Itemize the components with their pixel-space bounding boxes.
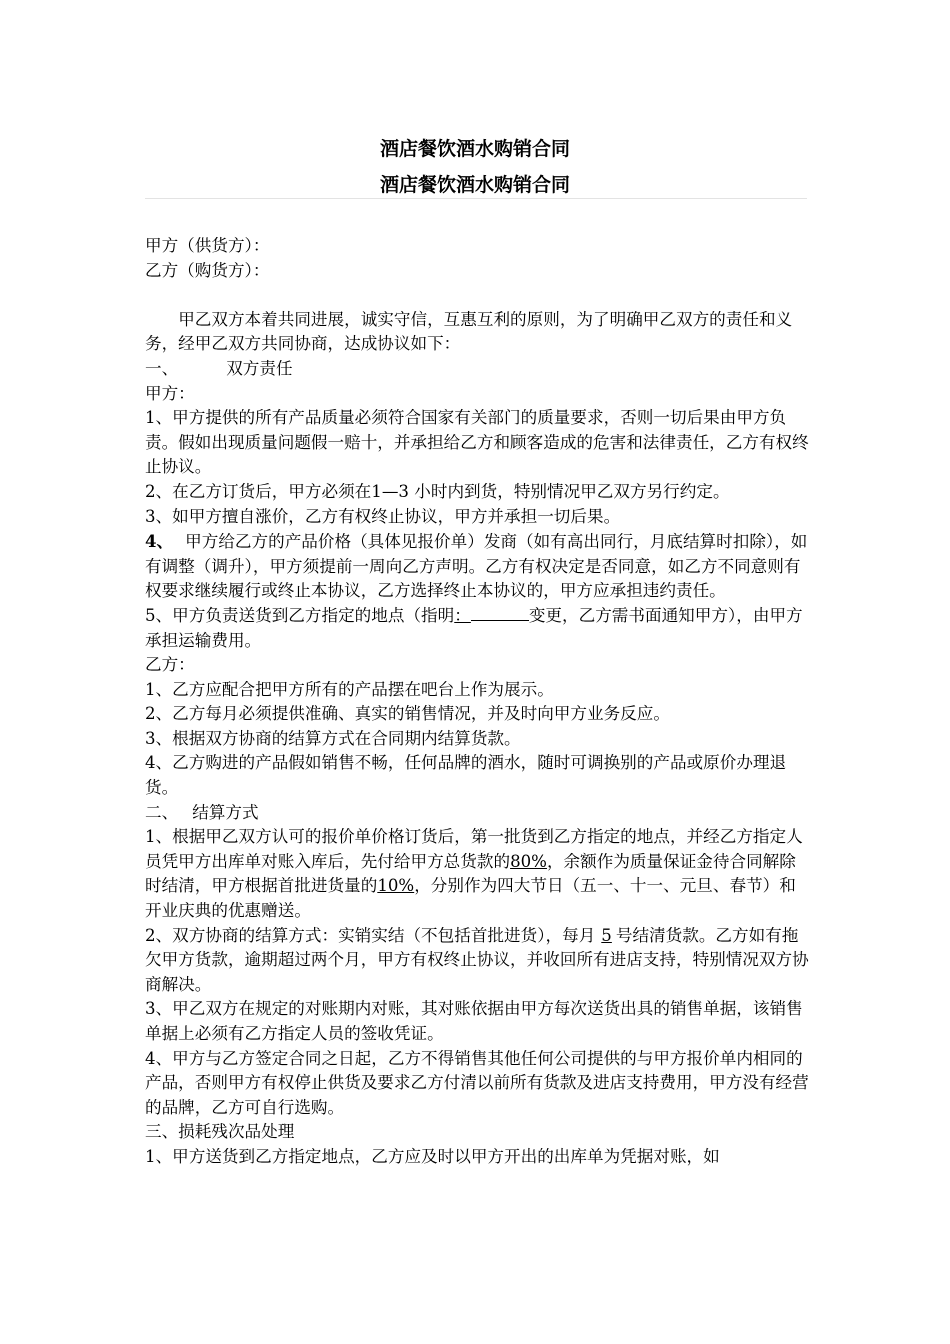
section-title: 结算方式 (192, 802, 259, 822)
clause-number: 4、 (145, 531, 174, 552)
clause-a3: 3、如甲方擅自涨价，乙方有权终止协议，甲方并承担一切后果。 (145, 506, 621, 526)
party-b-label: 乙方： (145, 655, 195, 675)
clause-b1: 1、乙方应配合把甲方所有的产品摆在吧台上作为展示。 (145, 679, 554, 699)
blank-line (471, 606, 529, 621)
intro-paragraph: 甲乙双方本着共同进展，诚实守信，互惠互利的原则，为了明确甲乙双方的责任和义务，经甲乙双方共同协商，达成协议如下： (145, 309, 793, 354)
clause-text: 变更，乙方需书面通知甲方），由甲方承担运输费用。 (145, 605, 803, 650)
document-subtitle: 酒店餐饮酒水购销合同 (379, 174, 570, 196)
section-number: 二、 (145, 802, 179, 822)
percent-value: 10% (377, 876, 415, 896)
clause-a4 (145, 529, 809, 604)
clause-colon: ： (454, 605, 471, 625)
title-divider (145, 198, 807, 199)
clause-text: 甲方给乙方的产品价格（具体见报价单）发商（如有高出同行，月底结算时扣除），如有调整（调升），甲方须提前一周向乙方声明。乙方有权决定是否同意，如乙方不同意则有权要求继续履行或终止本协议，乙方选择终止本协议的，甲方应承担违约责任。 (145, 532, 808, 601)
clause-text: 1、根据甲乙双方认可的报价单价格订货后，第一批货到乙方指定的地点，并经乙方指定人员凭甲方出库单对账入库后，先付给甲方总货款的 (145, 827, 803, 871)
section-title: 双方责任 (226, 358, 293, 378)
contract-body (145, 234, 809, 1170)
settlement-clause-3: 3、甲乙双方在规定的对账期内对账，其对账依据由甲方每次送货出具的销售单据，该销售单据上必须有乙方指定人员的签收凭证。 (145, 999, 803, 1043)
clause-b3: 3、根据双方协商的结算方式在合同期内结算货款。 (145, 728, 521, 748)
settlement-clause-4: 4、甲方与乙方签定合同之日起，乙方不得销售其他任何公司提供的与甲方报价单内相同的产品，否则甲方有权停止供货及要求乙方付清以前所有货款及进店支持费用，甲方没有经营的品牌，乙方可自行选购。 (145, 1048, 809, 1117)
document-title: 酒店餐饮酒水购销合同 (379, 138, 570, 160)
percent-value: 80% (510, 851, 547, 871)
clause-a2: 2、在乙方订货后，甲方必须在1—3 小时内到货，特别情况甲乙双方另行约定。 (145, 481, 730, 501)
clause-a1: 1、甲方提供的所有产品质量必须符合国家有关部门的质量要求，否则一切后果由甲方负责。假如出现质量问题假一赔十，并承担给乙方和顾客造成的危害和法律责任，乙方有权终止协议。 (145, 408, 809, 477)
clause-text: 5、甲方负责送货到乙方指定的地点（指明 (145, 605, 455, 625)
party-a-label: 甲方： (145, 383, 195, 403)
party-b-line: 乙方（购货方）： (145, 260, 270, 280)
section-number: 一、 (145, 358, 179, 378)
defects-clause-1: 1、甲方送货到乙方指定地点，乙方应及时以甲方开出的出库单为凭据对账，如 (145, 1146, 720, 1166)
clause-text: ，分别作为四大节日（五一、十一、元旦、春节）和开业庆典的优惠赠送。 (145, 876, 796, 921)
settlement-clause-1 (145, 825, 809, 923)
section-heading-settlement (145, 801, 809, 826)
clause-b2: 2、乙方每月必须提供准确、真实的销售情况，并及时向甲方业务反应。 (145, 704, 670, 724)
clause-b4: 4、乙方购进的产品假如销售不畅，任何品牌的酒水，随时可调换别的产品或原价办理退货。 (145, 753, 787, 798)
clause-text: 2、双方协商的结算方式：实销实结（不包括首批进货），每月 (145, 925, 596, 945)
clause-text: ，余额作为质量保证金待合同解除时结清，甲方根据首批进货量的 (145, 851, 796, 896)
spacer (145, 283, 809, 308)
clause-text: 号结清货款。乙方如有拖欠甲方货款，逾期超过两个月，甲方有权终止协议，并收回所有进店支持，特别情况双方协商解决。 (145, 925, 809, 994)
section-heading-defects: 三、损耗残次品处理 (145, 1122, 295, 1142)
party-a-line: 甲方（供货方）： (145, 236, 270, 255)
day-value: 5 (601, 925, 612, 945)
clause-a5 (145, 604, 809, 653)
section-heading-responsibilities (145, 357, 809, 382)
settlement-clause-2 (145, 924, 809, 998)
